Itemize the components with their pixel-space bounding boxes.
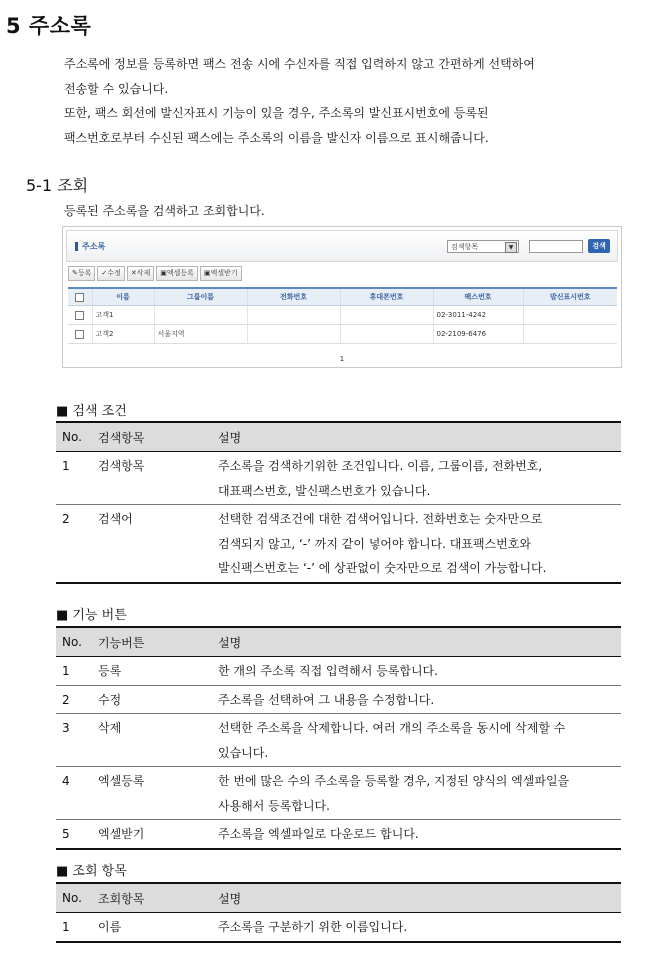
check-icon: ✓ — [101, 269, 108, 277]
row-item: 이름 — [92, 913, 212, 942]
table-header — [56, 422, 621, 452]
desc-line: 선택한 주소록을 삭제합니다. 여러 개의 주소록을 동시에 삭제할 수 — [218, 721, 566, 735]
header-no: No. — [56, 627, 92, 657]
row-no: 3 — [56, 714, 92, 767]
header-no: No. — [56, 422, 92, 452]
excel-icon: ▣ — [203, 269, 211, 277]
row-desc — [212, 505, 621, 583]
table-row — [56, 913, 621, 942]
search-conditions-heading: ■ 검색 조건 — [56, 404, 127, 419]
search-input[interactable] — [529, 240, 583, 253]
desc-line: 주소록을 엑셀파일로 다운로드 합니다. — [218, 827, 419, 841]
section-heading: 5-1 조회 — [26, 176, 89, 195]
desc-line: 주소록을 구분하기 위한 이름입니다. — [218, 920, 408, 934]
table-header — [56, 883, 621, 913]
row-select-cell — [68, 325, 92, 344]
table-row — [56, 714, 621, 767]
title-bar-icon — [75, 242, 78, 251]
row-item: 검색어 — [92, 505, 212, 583]
row-desc — [212, 685, 621, 714]
row-desc — [212, 657, 621, 686]
header-desc: 설명 — [212, 422, 621, 452]
function-buttons-heading: ■ 기능 버튼 — [56, 608, 127, 623]
desc-line: 검색되지 않고, ‘-’ 까지 같이 넣어야 합니다. 대표팩스번호와 — [218, 536, 531, 551]
desc-line: 사용해서 등록합니다. — [218, 798, 330, 813]
search-field-value: 검색항목 — [451, 243, 479, 251]
column-header[interactable]: 이름 — [92, 288, 154, 306]
address-table — [68, 287, 617, 344]
header-item: 조회항목 — [92, 883, 212, 913]
select-all-checkbox[interactable] — [75, 293, 84, 302]
desc-line: 한 번에 많은 수의 주소록을 등록할 경우, 지정된 양식의 엑셀파일을 — [218, 774, 570, 788]
excel-export-label: 엑셀받기 — [210, 269, 238, 277]
screenshot-title — [75, 241, 105, 252]
row-no: 1 — [56, 452, 92, 505]
section-description: 등록된 주소록을 검색하고 조회합니다. — [64, 204, 265, 218]
row-no: 2 — [56, 685, 92, 714]
row-no: 1 — [56, 657, 92, 686]
table-row — [56, 452, 621, 505]
register-label: 등록 — [77, 269, 92, 277]
table-cell — [247, 306, 340, 325]
column-header[interactable]: 전화번호 — [247, 288, 340, 306]
delete-label: 삭제 — [136, 269, 151, 277]
pencil-icon: ✎ — [72, 269, 78, 277]
table-header — [56, 627, 621, 657]
column-header[interactable]: 휴대폰번호 — [340, 288, 433, 306]
desc-line: 있습니다. — [218, 745, 269, 760]
row-no: 1 — [56, 913, 92, 942]
table-row[interactable] — [68, 306, 617, 325]
table-cell — [154, 306, 247, 325]
x-icon: ✕ — [130, 269, 137, 277]
desc-line: 한 개의 주소록 직접 입력해서 등록합니다. — [218, 664, 438, 678]
delete-button[interactable] — [127, 266, 154, 281]
desc-line: 대표팩스번호, 발신팩스번호가 있습니다. — [218, 483, 431, 498]
table-cell — [340, 325, 433, 344]
intro-line: 주소록에 정보를 등록하면 팩스 전송 시에 수신자를 직접 입력하지 않고 간편하게 선택하여 — [64, 57, 535, 71]
row-checkbox[interactable] — [75, 330, 84, 339]
search-field-select[interactable] — [447, 240, 519, 253]
intro-line: 전송할 수 있습니다. — [64, 81, 169, 96]
header-desc: 설명 — [212, 627, 621, 657]
row-desc — [212, 452, 621, 505]
row-desc — [212, 767, 621, 820]
table-row — [56, 657, 621, 686]
page-title: 5 주소록 — [6, 14, 92, 38]
table-row — [56, 505, 621, 583]
address-table-header — [68, 288, 617, 306]
excel-import-button[interactable] — [156, 266, 198, 281]
column-header[interactable]: 팩스번호 — [433, 288, 523, 306]
table-row[interactable] — [68, 325, 617, 344]
table-cell — [340, 306, 433, 325]
desc-line: 발신팩스번호는 ‘-’ 에 상관없이 숫자만으로 검색이 가능합니다. — [218, 561, 547, 575]
excel-export-button[interactable] — [200, 266, 242, 281]
row-item: 엑셀받기 — [92, 820, 212, 849]
screenshot-header — [66, 230, 618, 262]
table-cell: 고객2 — [92, 325, 154, 344]
row-desc — [212, 820, 621, 849]
register-button[interactable] — [68, 266, 95, 281]
table-cell — [523, 325, 617, 344]
row-item: 엑셀등록 — [92, 767, 212, 820]
table-row — [56, 685, 621, 714]
row-desc — [212, 913, 621, 942]
row-select-cell — [68, 306, 92, 325]
address-book-screenshot — [62, 226, 622, 368]
row-item: 수정 — [92, 685, 212, 714]
table-row — [56, 820, 621, 849]
desc-line: 선택한 검색조건에 대한 검색어입니다. 전화번호는 숫자만으로 — [218, 512, 543, 526]
column-header[interactable]: 발신표시번호 — [523, 288, 617, 306]
column-header[interactable]: 그룹이름 — [154, 288, 247, 306]
row-item: 삭제 — [92, 714, 212, 767]
screenshot-toolbar — [68, 266, 244, 285]
intro-line: 팩스번호로부터 수신된 팩스에는 주소록의 이름을 발신자 이름으로 표시해줍니다. — [64, 130, 489, 145]
row-checkbox[interactable] — [75, 311, 84, 320]
edit-label: 수정 — [107, 269, 121, 277]
table-row — [56, 767, 621, 820]
screenshot-title-text: 주소록 — [82, 242, 106, 251]
row-item: 검색항목 — [92, 452, 212, 505]
table-cell — [247, 325, 340, 344]
row-no: 5 — [56, 820, 92, 849]
view-items-table — [56, 882, 621, 943]
select-all-cell — [68, 288, 92, 306]
row-no: 4 — [56, 767, 92, 820]
desc-line: 주소록을 선택하여 그 내용을 수정합니다. — [218, 692, 435, 707]
header-item: 검색항목 — [92, 422, 212, 452]
function-buttons-table — [56, 626, 621, 850]
row-desc — [212, 714, 621, 767]
search-conditions-table — [56, 421, 621, 584]
desc-line: 주소록을 검색하기위한 조건입니다. 이름, 그룹이름, 전화번호, — [218, 459, 543, 473]
row-item: 등록 — [92, 657, 212, 686]
header-no: No. — [56, 883, 92, 913]
search-button[interactable]: 검색 — [588, 239, 610, 253]
pagination — [63, 355, 621, 363]
page-number[interactable]: 1 — [339, 355, 345, 363]
table-cell — [523, 306, 617, 325]
view-items-heading: ■ 조회 항목 — [56, 864, 127, 879]
intro-text — [64, 52, 649, 150]
table-cell: 02-3011-4242 — [433, 306, 523, 325]
intro-line: 또한, 팩스 회선에 발신자표시 기능이 있을 경우, 주소록의 발신표시번호에 등록된 — [64, 106, 489, 120]
row-no: 2 — [56, 505, 92, 583]
chevron-down-icon: ▼ — [505, 242, 517, 253]
header-item: 기능버튼 — [92, 627, 212, 657]
table-cell: 02-2109-6476 — [433, 325, 523, 344]
header-desc: 설명 — [212, 883, 621, 913]
table-cell: 고객1 — [92, 306, 154, 325]
excel-icon: ▣ — [160, 269, 167, 277]
excel-import-label: 엑셀등록 — [166, 269, 194, 277]
edit-button[interactable] — [97, 266, 124, 281]
table-cell: 서울지역 — [154, 325, 247, 344]
